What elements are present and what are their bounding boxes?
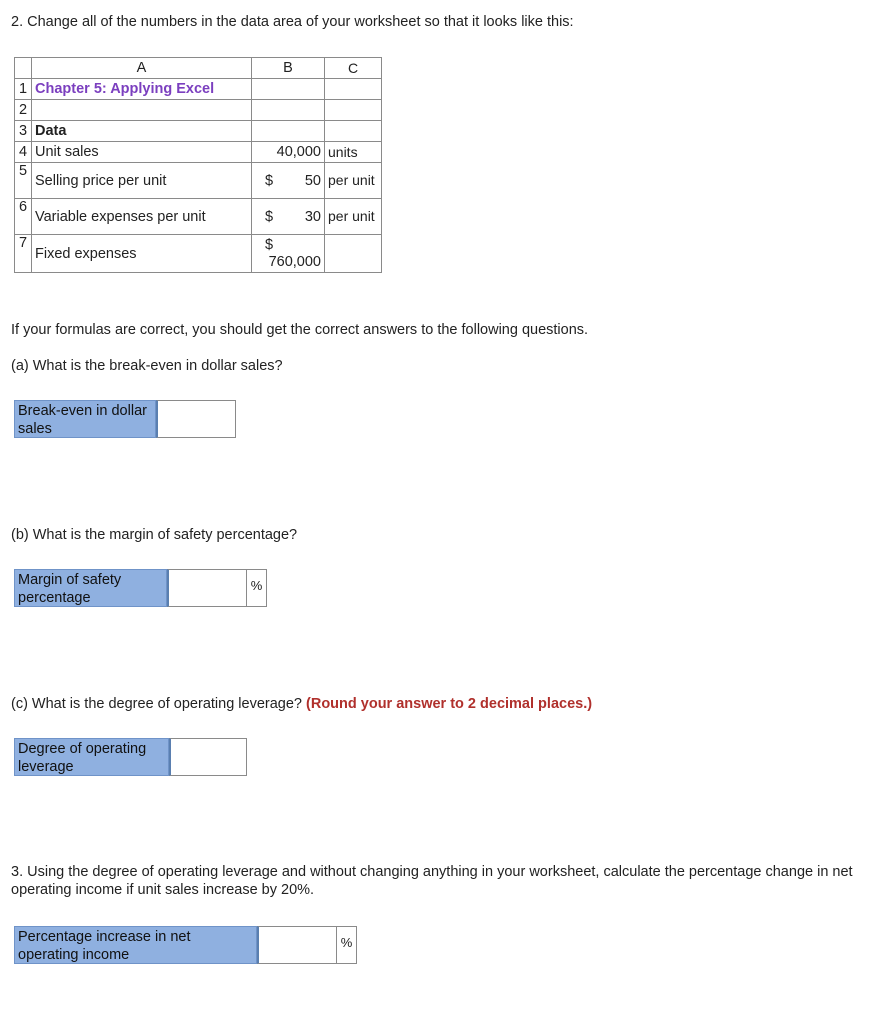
- question-c-question: (c) What is the degree of operating leverage?: [11, 696, 302, 712]
- selling-price-currency: $: [265, 172, 274, 189]
- cell-b1: [252, 79, 325, 100]
- unit-sales-value: 40,000: [252, 142, 325, 163]
- break-even-label: Break-even in dollar sales: [14, 400, 156, 438]
- selling-price-label: Selling price per unit: [32, 163, 252, 199]
- spreadsheet: [14, 57, 382, 273]
- cell-c3: [325, 121, 382, 142]
- row-number: 6: [15, 199, 32, 235]
- sheet-corner: [15, 58, 32, 79]
- row-number: 1: [15, 79, 32, 100]
- break-even-input[interactable]: [156, 400, 236, 438]
- selling-price-value: 50: [304, 172, 321, 189]
- row-number: 7: [15, 235, 32, 273]
- variable-expenses-label: Variable expenses per unit: [32, 199, 252, 235]
- question-a-text: (a) What is the break-even in dollar sales?: [11, 358, 283, 374]
- variable-expenses-cell: [252, 199, 325, 235]
- break-even-answer-group: [14, 400, 236, 438]
- percentage-increase-answer-group: [14, 926, 357, 964]
- row-number: 2: [15, 100, 32, 121]
- sheet-title-cell: Chapter 5: Applying Excel: [32, 79, 252, 100]
- selling-price-unit: per unit: [325, 163, 382, 199]
- row-number: 5: [15, 163, 32, 199]
- percentage-increase-label: Percentage increase in net operating income: [14, 926, 257, 964]
- col-header-c: C: [325, 58, 382, 79]
- question-c-text: [11, 695, 592, 713]
- margin-of-safety-label: Margin of safety percentage: [14, 569, 167, 607]
- data-header-cell: Data: [32, 121, 252, 142]
- col-header-a: A: [32, 58, 252, 79]
- variable-expenses-value: 30: [304, 208, 321, 225]
- percentage-increase-percent-unit: %: [337, 926, 357, 964]
- cell-c1: [325, 79, 382, 100]
- row-number: 3: [15, 121, 32, 142]
- question-3-text: 3. Using the degree of operating leverage and without changing anything in your worksheet, calculate the percentage change in net operating income if unit sales increase by 20%.: [11, 864, 853, 898]
- operating-leverage-label: Degree of operating leverage: [14, 738, 169, 776]
- variable-expenses-unit: per unit: [325, 199, 382, 235]
- selling-price-cell: [252, 163, 325, 199]
- cell-a2: [32, 100, 252, 121]
- question-b-text: (b) What is the margin of safety percentage?: [11, 527, 298, 543]
- variable-expenses-currency: $: [265, 208, 274, 225]
- operating-leverage-input[interactable]: [169, 738, 247, 776]
- unit-sales-unit: units: [325, 142, 382, 163]
- fixed-expenses-label: Fixed expenses: [32, 235, 252, 273]
- operating-leverage-answer-group: [14, 738, 247, 776]
- margin-of-safety-percent-unit: %: [247, 569, 267, 607]
- fixed-expenses-currency: $: [265, 236, 274, 253]
- percentage-increase-input[interactable]: [257, 926, 337, 964]
- question-2-text: 2. Change all of the numbers in the data area of your worksheet so that it looks like this:: [11, 14, 574, 30]
- question-c-hint: (Round your answer to 2 decimal places.): [306, 696, 593, 712]
- unit-sales-label: Unit sales: [32, 142, 252, 163]
- cell-c2: [325, 100, 382, 121]
- cell-b2: [252, 100, 325, 121]
- margin-of-safety-answer-group: [14, 569, 267, 607]
- cell-b3: [252, 121, 325, 142]
- row-number: 4: [15, 142, 32, 163]
- intro-text: If your formulas are correct, you should get the correct answers to the following questions.: [11, 322, 589, 338]
- fixed-expenses-unit: [325, 235, 382, 273]
- col-header-b: B: [252, 58, 325, 79]
- margin-of-safety-input[interactable]: [167, 569, 247, 607]
- fixed-expenses-cell: [252, 235, 325, 273]
- fixed-expenses-value: 760,000: [268, 253, 321, 270]
